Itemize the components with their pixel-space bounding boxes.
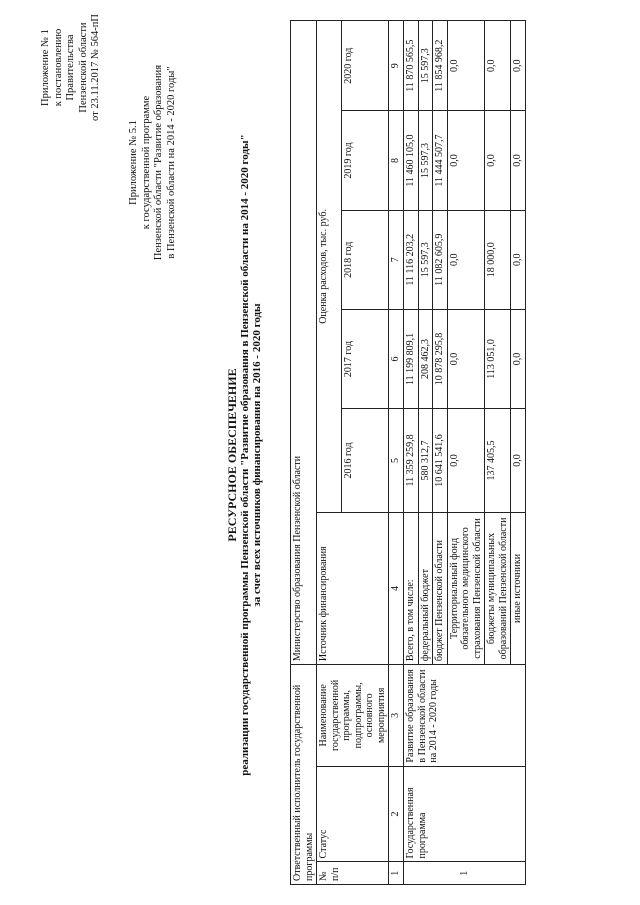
value-cell: 0,0	[485, 111, 511, 210]
value-cell: 10 641 541,6	[433, 409, 448, 513]
value-cell: 0,0	[447, 21, 485, 111]
value-cell: 208 462,3	[418, 309, 433, 408]
value-cell: 0,0	[511, 21, 526, 111]
value-cell: 0,0	[511, 111, 526, 210]
value-cell: 137 405,5	[485, 409, 511, 513]
value-cell: 0,0	[511, 409, 526, 513]
name-header: Наименование государственной программы, подпрограммы, основного мероприятия	[317, 665, 389, 767]
source-cell: иные источники	[511, 512, 526, 664]
value-cell: 580 312,7	[418, 409, 433, 513]
appendix-1-line: к постановлению Правительства	[52, 28, 76, 107]
source-header: Источник финансирования	[317, 512, 389, 664]
row-number: 1	[404, 862, 526, 885]
column-number: 6	[389, 309, 404, 408]
table-row	[404, 21, 419, 885]
document-title	[226, 25, 264, 885]
column-number: 2	[389, 766, 404, 862]
column-number: 4	[389, 512, 404, 664]
title-subline-2: за счет всех источников финансирования на 2016 - 2020 годы	[251, 303, 263, 607]
value-cell: 113 051,0	[485, 309, 511, 408]
appendix-2-line: к государственной программе	[140, 95, 152, 230]
source-cell: федеральный бюджет	[418, 512, 433, 664]
value-cell: 11 199 809,1	[404, 309, 419, 408]
value-cell: 11 082 605,9	[433, 210, 448, 309]
value-cell: 0,0	[447, 309, 485, 408]
appendix-2-line: Приложение № 5.1	[128, 120, 139, 205]
value-cell: 15 597,3	[418, 21, 433, 111]
year-header: 2016 год	[342, 409, 389, 513]
source-cell: Всего, в том числе:	[404, 512, 419, 664]
column-number: 9	[389, 21, 404, 111]
column-number: 7	[389, 210, 404, 309]
estimate-header: Оценка расходов, тыс. руб.	[317, 21, 342, 513]
title-main: РЕСУРСНОЕ ОБЕСПЕЧЕНИЕ	[225, 368, 239, 542]
value-cell: 15 597,3	[418, 111, 433, 210]
value-cell: 0,0	[511, 210, 526, 309]
appendix-1-line: от 23.11.2017 № 564-пП	[90, 14, 101, 121]
source-cell: бюджет Пензенской области	[433, 512, 448, 664]
responsible-header: Ответственный исполнитель государственной программы	[291, 665, 317, 885]
column-number: 3	[389, 665, 404, 767]
status-header: Статус	[317, 766, 389, 862]
num-header: № п/п	[317, 862, 389, 885]
column-number: 5	[389, 409, 404, 513]
year-header: 2017 год	[342, 309, 389, 408]
value-cell: 10 878 295,8	[433, 309, 448, 408]
appendix-1-line: Пензенской области	[77, 22, 89, 113]
value-cell: 0,0	[447, 111, 485, 210]
ministry-cell: Министерство образования Пензенской области	[291, 21, 317, 665]
source-cell: бюджеты муниципальных образований Пензенской области	[485, 512, 511, 664]
appendix-1-line: Приложение № 1	[40, 29, 51, 106]
value-cell: 11 854 968,2	[433, 21, 448, 111]
value-cell: 18 000,0	[485, 210, 511, 309]
value-cell: 0,0	[485, 21, 511, 111]
value-cell: 11 870 565,5	[404, 21, 419, 111]
appendix-5-1-block	[128, 50, 178, 275]
status-cell: Государственная программа	[404, 766, 526, 862]
value-cell: 11 116 203,2	[404, 210, 419, 309]
value-cell: 11 460 105,0	[404, 111, 419, 210]
value-cell: 0,0	[447, 409, 485, 513]
title-subline: реализации государственной программы Пензенской области "Развитие образования в Пензенской области на 2014 - 2020 годы"	[238, 134, 251, 776]
value-cell: 11 444 507,7	[433, 111, 448, 210]
year-header: 2019 год	[342, 111, 389, 210]
appendix-2-line: в Пензенской области на 2014 - 2020 годы"	[165, 66, 177, 259]
resource-table	[290, 20, 526, 885]
column-number: 8	[389, 111, 404, 210]
appendix-1-block	[40, 10, 103, 125]
value-cell: 15 597,3	[418, 210, 433, 309]
value-cell: 0,0	[511, 309, 526, 408]
source-cell: Территориальный фонд обязательного медицинского страхования Пензенской области	[447, 512, 485, 664]
appendix-2-line: Пензенской области "Развитие образования	[153, 64, 164, 261]
year-header: 2018 год	[342, 210, 389, 309]
program-name-cell: Развитие образования в Пензенской области на 2014 - 2020 годы	[404, 665, 526, 767]
year-header: 2020 год	[342, 21, 389, 111]
value-cell: 0,0	[447, 210, 485, 309]
column-number: 1	[389, 862, 404, 885]
value-cell: 11 359 259,8	[404, 409, 419, 513]
